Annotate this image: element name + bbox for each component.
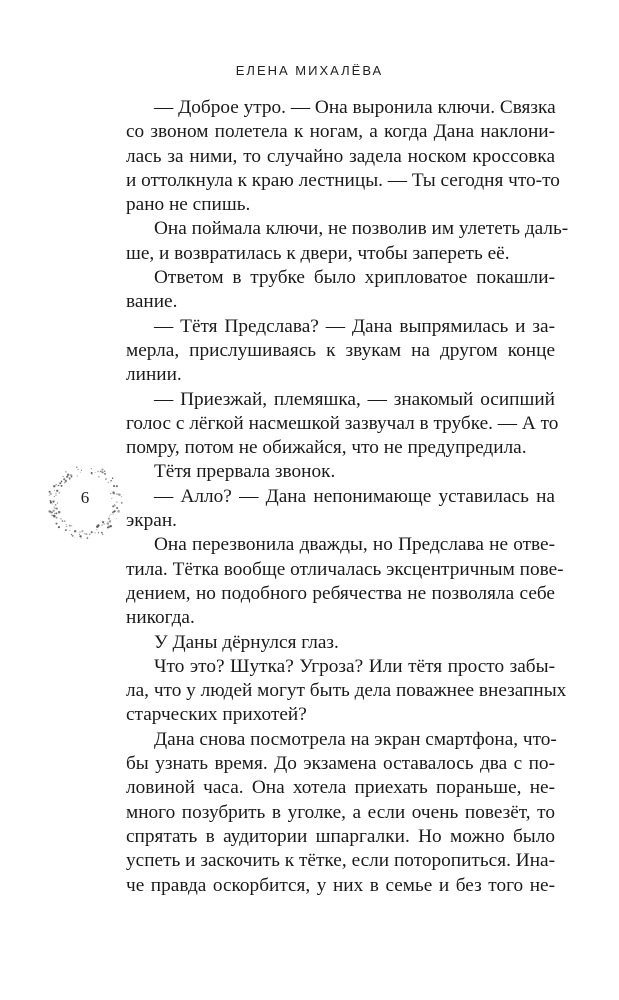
wreath-dot bbox=[112, 511, 114, 513]
wreath-dot bbox=[51, 514, 53, 516]
wreath-dot bbox=[48, 510, 50, 512]
wreath-dot bbox=[102, 521, 104, 523]
wreath-dot bbox=[65, 529, 67, 531]
wreath-dot bbox=[61, 485, 63, 487]
wreath-dot bbox=[64, 520, 66, 522]
wreath-dot bbox=[113, 485, 115, 487]
wreath-dot bbox=[98, 532, 99, 533]
wreath-dot bbox=[101, 468, 103, 470]
wreath-dot bbox=[94, 532, 95, 533]
wreath-dot bbox=[84, 533, 85, 534]
wreath-dot bbox=[71, 525, 72, 526]
wreath-dot bbox=[81, 530, 83, 532]
text-line: — Алло? — Дана непонимающе уставилась на bbox=[154, 485, 555, 507]
wreath-dot bbox=[63, 476, 64, 477]
wreath-dot bbox=[62, 520, 63, 521]
text-line: Ответом в трубке было хрипловатое покашли- bbox=[154, 267, 555, 289]
text-line: дением, но подобного ребячества не позволяла себе bbox=[126, 582, 555, 604]
wreath-dot bbox=[100, 471, 102, 473]
wreath-dot bbox=[71, 534, 73, 536]
wreath-dot bbox=[112, 477, 113, 478]
wreath-dot bbox=[61, 520, 62, 521]
wreath-dot bbox=[66, 524, 67, 525]
wreath-dot bbox=[107, 522, 110, 525]
wreath-dot bbox=[77, 469, 78, 470]
wreath-dot bbox=[80, 472, 81, 473]
wreath-dot bbox=[91, 468, 92, 469]
wreath-dot bbox=[74, 537, 75, 538]
text-line: тила. Тётка вообще отличалась эксцентричным пове- bbox=[126, 558, 564, 580]
wreath-dot bbox=[66, 476, 68, 478]
wreath-dot bbox=[65, 480, 67, 482]
wreath-dot bbox=[69, 477, 71, 479]
text-line: — Доброе утро. — Она выронила ключи. Связка bbox=[154, 97, 556, 118]
wreath-dot bbox=[101, 532, 103, 534]
wreath-dot bbox=[79, 535, 81, 537]
wreath-dot bbox=[92, 474, 93, 475]
wreath-dot bbox=[69, 479, 70, 480]
running-head-author: ЕЛЕНА МИХАЛЁВА bbox=[235, 63, 384, 78]
wreath-dot bbox=[108, 482, 109, 483]
wreath-dot bbox=[96, 529, 97, 530]
wreath-dot bbox=[109, 515, 110, 516]
wreath-dot bbox=[69, 525, 71, 527]
wreath-dot bbox=[81, 538, 82, 539]
wreath-dot bbox=[55, 523, 57, 525]
wreath-dot bbox=[65, 471, 66, 472]
wreath-dot bbox=[63, 478, 65, 480]
text-line: Что это? Шутка? Угроза? Или тётя просто забы- bbox=[154, 655, 555, 677]
wreath-dot bbox=[58, 511, 61, 514]
text-line: че правда оскорбится, у них в семье и без того не- bbox=[126, 874, 555, 896]
wreath-dot bbox=[76, 467, 77, 468]
text-line: голос с лёгкой насмешкой зазвучал в трубке. — А то bbox=[126, 412, 559, 434]
wreath-dot bbox=[104, 473, 106, 475]
text-line: вание. bbox=[126, 291, 178, 313]
wreath-dot bbox=[58, 485, 59, 486]
wreath-dot bbox=[85, 533, 86, 534]
wreath-dot bbox=[56, 517, 58, 519]
wreath-dot bbox=[105, 478, 107, 480]
text-line: лась за ними, то случайно задела носком кроссовка bbox=[126, 145, 555, 167]
wreath-dot bbox=[102, 534, 104, 536]
wreath-dot bbox=[74, 530, 76, 532]
wreath-dot bbox=[53, 516, 55, 518]
wreath-dot bbox=[70, 474, 72, 476]
wreath-dot bbox=[79, 534, 80, 535]
wreath-dot bbox=[60, 518, 62, 520]
wreath-dot bbox=[113, 513, 114, 514]
wreath-dot bbox=[109, 520, 111, 522]
wreath-dot bbox=[110, 480, 111, 481]
text-line: бы узнать время. До экзамена оставалось два с по- bbox=[126, 753, 555, 775]
text-line: ла, что у людей могут быть дела поважнее внезапных bbox=[126, 680, 567, 702]
wreath-dot bbox=[69, 530, 70, 531]
wreath-dot bbox=[54, 513, 55, 514]
text-line: старческих прихотей? bbox=[126, 704, 307, 726]
wreath-dot bbox=[55, 484, 57, 486]
text-line: успеть и заскочить к тётке, если поторопиться. Ина- bbox=[126, 850, 555, 872]
text-line: рано не спишь. bbox=[126, 194, 251, 216]
wreath-dot bbox=[61, 480, 63, 482]
wreath-dot bbox=[107, 527, 109, 529]
text-line: линии. bbox=[126, 364, 182, 386]
text-line: со звоном полетела к ногам, а когда Дана наклони- bbox=[126, 121, 555, 143]
text-line: никогда. bbox=[126, 607, 195, 629]
wreath-dot bbox=[108, 518, 110, 520]
wreath-dot bbox=[67, 474, 69, 476]
wreath-dot bbox=[56, 513, 58, 515]
wreath-dot bbox=[97, 471, 99, 473]
wreath-dot bbox=[104, 470, 106, 472]
wreath-dot bbox=[116, 518, 117, 519]
text-line: мерла, прислушиваясь к звукам на другом конце bbox=[126, 339, 555, 361]
wreath-dot bbox=[110, 481, 111, 482]
text-line: ше, и возвратилась к двери, чтобы запереть её. bbox=[126, 242, 510, 264]
text-line: экран. bbox=[126, 510, 177, 532]
wreath-dot bbox=[91, 472, 93, 474]
wreath-dot bbox=[91, 531, 93, 533]
text-line: спрятать в аудитории шпаргалки. Но можно было bbox=[126, 825, 555, 847]
text-line: помру, потом не обижайся, что не предупредила. bbox=[126, 437, 527, 459]
wreath-dot bbox=[97, 524, 99, 526]
wreath-dot bbox=[101, 524, 102, 525]
text-line: ловиной часа. Она хотела приехать пораньше, не- bbox=[126, 777, 555, 799]
wreath-dot bbox=[98, 476, 99, 477]
wreath-dot bbox=[64, 482, 65, 483]
wreath-dot bbox=[116, 485, 118, 487]
wreath-dot bbox=[72, 535, 74, 537]
wreath-dot bbox=[117, 510, 120, 513]
text-line: — Приезжай, племяшка, — знакомый осипший bbox=[154, 388, 555, 410]
text-line: Тётя прервала звонок. bbox=[154, 461, 336, 483]
wreath-dot bbox=[103, 523, 105, 525]
body-text bbox=[126, 96, 569, 898]
wreath-dot bbox=[110, 514, 111, 515]
wreath-dot bbox=[77, 475, 78, 476]
wreath-dot bbox=[110, 525, 112, 527]
wreath-dot bbox=[79, 531, 80, 532]
wreath-dot bbox=[58, 526, 60, 528]
text-line: У Даны дёрнулся глаз. bbox=[154, 631, 339, 653]
page-number: 6 bbox=[80, 488, 90, 507]
text-line: — Тётя Предслава? — Дана выпрямилась и за- bbox=[154, 315, 555, 337]
text-line: Она поймала ключи, не позволив им улететь даль- bbox=[154, 218, 569, 240]
text-line: много позубрить в уголке, а если очень повезёт, то bbox=[126, 801, 555, 823]
wreath-dot bbox=[86, 533, 88, 535]
wreath-dot bbox=[52, 510, 54, 512]
text-line: и оттолкнула к краю лестницы. — Ты сегодня что-то bbox=[126, 169, 560, 191]
wreath-dot bbox=[108, 521, 109, 522]
text-line: Она перезвонила дважды, но Предслава не отве- bbox=[154, 534, 555, 556]
wreath-dot bbox=[102, 471, 104, 473]
text-line: Дана снова посмотрела на экран смартфона, что- bbox=[154, 728, 557, 750]
wreath-dot bbox=[81, 470, 82, 471]
wreath-dot bbox=[95, 472, 96, 473]
wreath-dot bbox=[87, 538, 88, 539]
wreath-dot bbox=[89, 533, 91, 535]
wreath-dot bbox=[66, 526, 67, 527]
wreath-dot bbox=[50, 512, 52, 514]
